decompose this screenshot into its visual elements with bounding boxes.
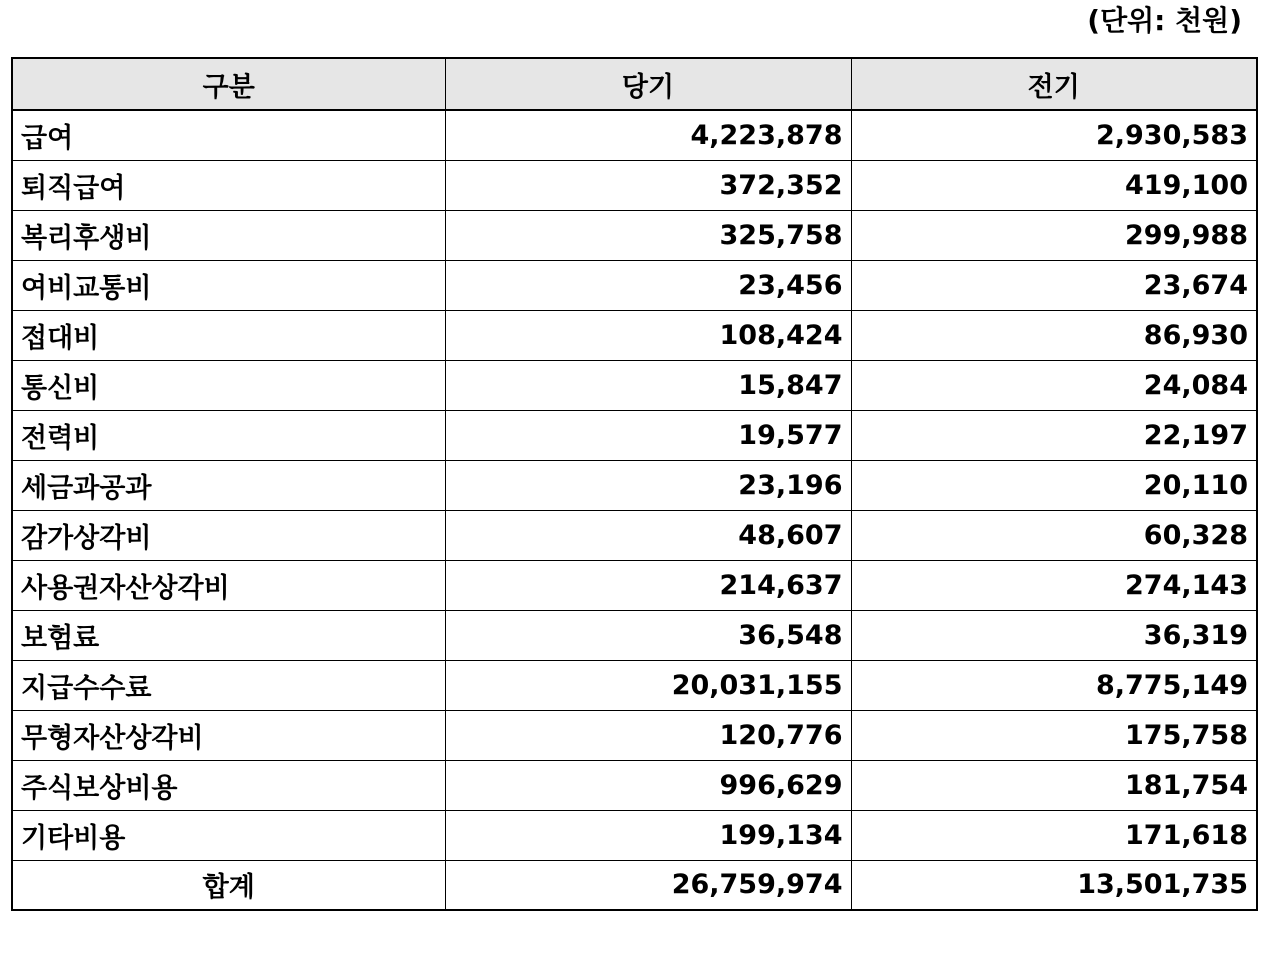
table-row [12, 310, 1257, 360]
current-value: 325,758 [445, 210, 851, 260]
row-label: 통신비 [12, 360, 445, 410]
current-value: 4,223,878 [445, 110, 851, 160]
total-row [12, 860, 1257, 910]
table-row [12, 460, 1257, 510]
table-row [12, 610, 1257, 660]
current-value: 19,577 [445, 410, 851, 460]
table-row [12, 210, 1257, 260]
table-row [12, 710, 1257, 760]
current-value: 108,424 [445, 310, 851, 360]
row-label: 주식보상비용 [12, 760, 445, 810]
prior-value: 60,328 [851, 510, 1257, 560]
current-value: 996,629 [445, 760, 851, 810]
current-value: 23,456 [445, 260, 851, 310]
prior-value: 419,100 [851, 160, 1257, 210]
prior-value: 175,758 [851, 710, 1257, 760]
current-value: 36,548 [445, 610, 851, 660]
table-row [12, 160, 1257, 210]
prior-value: 181,754 [851, 760, 1257, 810]
row-label: 급여 [12, 110, 445, 160]
prior-value: 86,930 [851, 310, 1257, 360]
row-label: 여비교통비 [12, 260, 445, 310]
prior-value: 24,084 [851, 360, 1257, 410]
prior-value: 20,110 [851, 460, 1257, 510]
current-value: 23,196 [445, 460, 851, 510]
header-category: 구분 [12, 58, 445, 110]
current-value: 199,134 [445, 810, 851, 860]
row-label: 지급수수료 [12, 660, 445, 710]
current-value: 15,847 [445, 360, 851, 410]
prior-value: 274,143 [851, 560, 1257, 610]
table-row [12, 560, 1257, 610]
row-label: 복리후생비 [12, 210, 445, 260]
table-row [12, 110, 1257, 160]
total-current-value: 26,759,974 [445, 860, 851, 910]
row-label: 보험료 [12, 610, 445, 660]
row-label: 전력비 [12, 410, 445, 460]
current-value: 48,607 [445, 510, 851, 560]
prior-value: 171,618 [851, 810, 1257, 860]
prior-value: 23,674 [851, 260, 1257, 310]
table-row [12, 810, 1257, 860]
prior-value: 36,319 [851, 610, 1257, 660]
row-label: 기타비용 [12, 810, 445, 860]
current-value: 214,637 [445, 560, 851, 610]
table-row [12, 360, 1257, 410]
row-label: 사용권자산상각비 [12, 560, 445, 610]
table-row [12, 760, 1257, 810]
header-current-period: 당기 [445, 58, 851, 110]
row-label: 접대비 [12, 310, 445, 360]
table-row [12, 260, 1257, 310]
unit-note: (단위: 천원) [1087, 4, 1242, 37]
expense-table [11, 57, 1258, 911]
table-row [12, 510, 1257, 560]
row-label: 무형자산상각비 [12, 710, 445, 760]
prior-value: 2,930,583 [851, 110, 1257, 160]
row-label: 세금과공과 [12, 460, 445, 510]
prior-value: 299,988 [851, 210, 1257, 260]
total-prior-value: 13,501,735 [851, 860, 1257, 910]
table-row [12, 410, 1257, 460]
table-header-row [12, 58, 1257, 110]
current-value: 20,031,155 [445, 660, 851, 710]
row-label: 퇴직급여 [12, 160, 445, 210]
current-value: 120,776 [445, 710, 851, 760]
current-value: 372,352 [445, 160, 851, 210]
row-label: 감가상각비 [12, 510, 445, 560]
table-row [12, 660, 1257, 710]
header-prior-period: 전기 [851, 58, 1257, 110]
prior-value: 8,775,149 [851, 660, 1257, 710]
prior-value: 22,197 [851, 410, 1257, 460]
total-label: 합계 [12, 860, 445, 910]
